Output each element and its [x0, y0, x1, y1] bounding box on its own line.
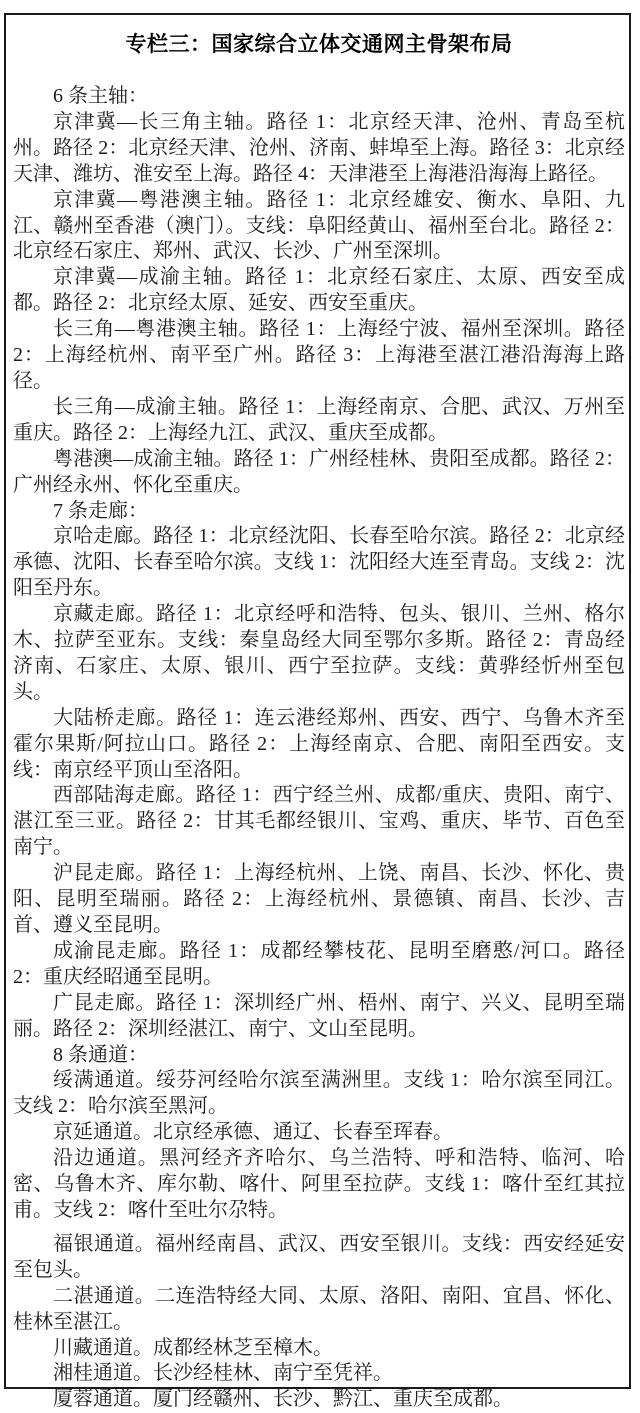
route-paragraph: 京藏走廊。路径 1：北京经呼和浩特、包头、银川、兰州、格尔木、拉萨至亚东。支线：秦皇岛经大同至鄂尔多斯。路径 2：青岛经济南、石家庄、太原、银川、西宁至拉萨。支线：黄骅经忻州至包头。 — [13, 603, 625, 703]
route-paragraph: 川藏通道。成都经林芝至樟木。 — [53, 1336, 333, 1359]
route-paragraph: 湘桂通道。长沙经桂林、南宁至凭祥。 — [53, 1362, 393, 1385]
section-heading-channels: 8 条通道： — [53, 1043, 148, 1066]
section-heading-main-axes: 6 条主轴： — [53, 85, 148, 107]
route-paragraph: 西部陆海走廊。路径 1：西宁经兰州、成都/重庆、贵阳、南宁、湛江至三亚。路径 2：甘其毛都经银川、宝鸡、重庆、毕节、百色至南宁。 — [13, 784, 625, 859]
panel-box — [4, 13, 631, 1411]
route-paragraph: 京哈走廊。路径 1：北京经沈阳、长春至哈尔滨。路径 2：北京经承德、沈阳、长春至哈尔滨。支线 1：沈阳经大连至青岛。支线 2：沈阳至丹东。 — [13, 525, 625, 600]
route-paragraph: 沪昆走廊。路径 1：上海经杭州、上饶、南昌、长沙、怀化、贵阳、昆明至瑞丽。路径 2：上海经杭州、景德镇、南昌、长沙、吉首、遵义至昆明。 — [13, 862, 625, 936]
section-heading-corridors: 7 条走廊： — [53, 499, 148, 522]
route-paragraph: 京津冀—粤港澳主轴。路径 1：北京经雄安、衡水、阜阳、九江、赣州至香港（澳门）。支线：阜阳经黄山、福州至台北。路径 2：北京经石家庄、郑州、武汉、长沙、广州至深圳。 — [13, 188, 625, 263]
panel-title: 专栏三：国家综合立体交通网主骨架布局 — [125, 33, 513, 56]
route-paragraph: 长三角—粤港澳主轴。路径 1：上海经宁波、福州至深圳。路径 2：上海经杭州、南平至广州。路径 3：上海港至湛江港沿海海上路径。 — [13, 318, 625, 392]
route-paragraph: 厦蓉通道。厦门经赣州、长沙、黔江、重庆至成都。 — [53, 1388, 513, 1411]
route-paragraph: 二湛通道。二连浩特经大同、太原、洛阳、南阳、宜昌、怀化、桂林至湛江。 — [13, 1284, 625, 1333]
route-paragraph: 沿边通道。黑河经齐齐哈尔、乌兰浩特、呼和浩特、临河、哈密、乌鲁木齐、库尔勒、喀什、阿里至拉萨。支线 1：喀什至红其拉甫。支线 2：喀什至吐尔尕特。 — [13, 1147, 625, 1221]
route-paragraph: 绥满通道。绥芬河经哈尔滨至满洲里。支线 1：哈尔滨至同江。支线 2：哈尔滨至黑河。 — [13, 1069, 625, 1118]
route-paragraph: 大陆桥走廊。路径 1：连云港经郑州、西安、西宁、乌鲁木齐至霍尔果斯/阿拉山口。路径 2：上海经南京、合肥、南阳至西安。支线：南京经平顶山至洛阳。 — [13, 706, 625, 781]
route-paragraph: 京津冀—成渝主轴。路径 1：北京经石家庄、太原、西安至成都。路径 2：北京经太原、延安、西安至重庆。 — [13, 266, 625, 315]
route-paragraph: 长三角—成渝主轴。路径 1：上海经南京、合肥、武汉、万州至重庆。路径 2：上海经九江、武汉、重庆至成都。 — [13, 395, 625, 444]
route-paragraph: 京津冀—长三角主轴。路径 1：北京经天津、沧州、青岛至杭州。路径 2：北京经天津、沧州、济南、蚌埠至上海。路径 3：北京经天津、潍坊、淮安至上海。路径 4：天津港至上海港沿海海上路径。 — [13, 110, 625, 185]
route-paragraph: 成渝昆走廊。路径 1：成都经攀枝花、昆明至磨憨/河口。路径 2：重庆经昭通至昆明。 — [13, 939, 625, 988]
route-paragraph: 粤港澳—成渝主轴。路径 1：广州经桂林、贵阳至成都。路径 2：广州经永州、怀化至重庆。 — [13, 447, 625, 496]
route-paragraph: 京延通道。北京经承德、通辽、长春至珲春。 — [53, 1121, 453, 1144]
route-paragraph: 福银通道。福州经南昌、武汉、西安至银川。支线：西安经延安至包头。 — [13, 1232, 625, 1281]
route-paragraph: 广昆走廊。路径 1：深圳经广州、梧州、南宁、兴义、昆明至瑞丽。路径 2：深圳经湛江、南宁、文山至昆明。 — [13, 991, 625, 1040]
